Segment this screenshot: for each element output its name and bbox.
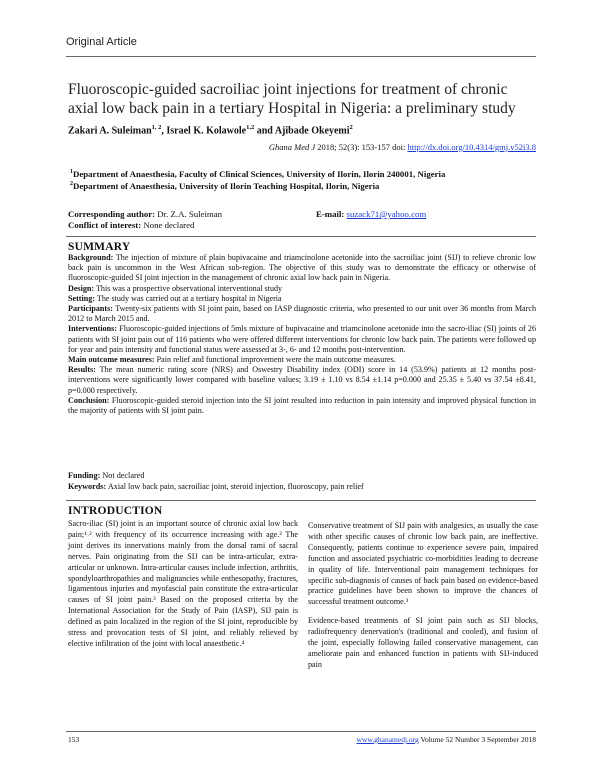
affiliation-sup: 2 [70, 181, 73, 188]
summary-background [68, 253, 536, 284]
summary-outcomes [68, 355, 536, 365]
header-rule [66, 56, 536, 57]
email-label: E-mail: [316, 209, 345, 219]
author-list: Zakari A. Suleiman$^{1, 2}$, Israel K. Kolawole$^{1,2}$ and Ajibade Okeyemi$^2$ [68, 124, 353, 137]
corresponding-label: Corresponding author: [68, 209, 156, 219]
introduction-heading: INTRODUCTION [68, 505, 163, 517]
intro-paragraph: Sacro-iliac (SI) joint is an important source of chronic axial low back pain;¹˒² with frequency of its occurrence increasing with age.² The joint derives its innervations mainly from the dorsal rami of sacral nerves. Pain originating from the SIJ can be intra-articular, extra-articular or unknown. Intra-articular causes include infection, arthritis, spondyloarthropathies and malignancies while enthesopathy, fractures, ligamentous injuries and myofascial pain constitute the extra-articular causes of SI joint pain.³ Based on the proposed criteria by the International Association for the Study of Pain (IASP), SIJ pain is defined as pain localized in the region of the SI joint, reproducible by stress and provocation tests of SI joint, and reliably relieved by elective infiltration of the joint with local anaesthetic.⁴ [68, 519, 298, 648]
summary-label: Conclusion: [68, 395, 110, 405]
section-label: Original Article [66, 36, 137, 48]
intro-left-column [68, 519, 298, 658]
summary-conclusion [68, 396, 536, 416]
author-name: Zakari A. Suleiman [68, 125, 152, 137]
author-affiliation-sup: 1, 2 [151, 124, 162, 131]
summary-rule [66, 236, 536, 237]
summary-section [68, 241, 536, 416]
affiliation-item [70, 167, 540, 179]
keywords-label: Keywords: [68, 482, 107, 491]
article-title: Fluoroscopic-guided sacroiliac joint injections for treatment of chronic axial low back pain in a tertiary Hospital in Nigeria: a preliminary study [68, 81, 516, 117]
affiliation-text: Department of Anaesthesia, University of Ilorin Teaching Hospital, Ilorin, Nigeria [73, 181, 380, 192]
summary-participants [68, 304, 536, 324]
email-info [316, 209, 426, 219]
funding-label: Funding: [68, 471, 101, 480]
journal-name: Ghana Med J [268, 142, 316, 152]
footer-info [356, 735, 536, 744]
summary-text: The study was carried out at a tertiary hospital in Nigeria [96, 293, 282, 303]
affiliation-sup: 1 [70, 169, 73, 175]
keywords-value: Axial low back pain, sacroiliac joint, steroid injection, fluoroscopy, pain relief [107, 482, 364, 491]
summary-label: Participants: [68, 304, 113, 314]
email-link[interactable]: suzack71@yahoo.com [346, 209, 427, 219]
author-and: and [256, 125, 273, 137]
summary-design [68, 284, 536, 294]
author-name: Israel K. Kolawole [166, 125, 247, 137]
citation-line [269, 142, 536, 152]
intro-paragraph: Evidence-based treatments of SI joint pain such as SIJ blocks, radiofrequency denervation's (traditional and cooled), and fusion of the joint, especially following failed conservative management, can ameliorate pain and enhanced function in patients with SIJ-induced pain [308, 616, 538, 669]
summary-label: Main outcome measures: [68, 355, 155, 365]
summary-text: This was a prospective observational interventional study [95, 283, 283, 293]
summary-label: Interventions: [68, 324, 118, 334]
summary-text: Fluoroscopic-guided steroid injection into the SI joint resulted into reduction in pain intensity and improved physical function in the majority of patients with SI joint pain. [68, 395, 536, 416]
intro-paragraph: Conservative treatment of SIJ pain with analgesics, as usually the case with other specific causes of chronic low back pain, are ineffective. Consequently, patients continue to experience severe pain, impaired function and associated psychiatric co-morbidities leading to decrease in quality of life. Interventional pain management techniques for specific sub-diagnosis of causes of back pain based on evidence-based practice guidelines have been shown to improve the chances of successful treatment outcome.³ [308, 521, 538, 607]
funding-keywords [68, 470, 536, 492]
conflict-label: Conflict of interest: [68, 220, 142, 230]
corresponding-info [68, 209, 222, 231]
summary-label: Design: [68, 283, 95, 293]
citation-details: 2018; 52(3): 153-157 doi: [317, 142, 406, 152]
author-affiliation-sup: 1,2 [246, 124, 255, 131]
footer-rule [66, 731, 536, 732]
summary-text: Twenty-six patients with SI joint pain, based on IASP diagnostic criteria, who presented to our unit over 36 months from March 2012 to March 2015 and. [68, 304, 536, 324]
summary-heading: SUMMARY [68, 241, 131, 253]
summary-label: Results: [68, 365, 96, 375]
affiliations [70, 167, 540, 192]
summary-label: Setting: [68, 293, 95, 303]
affiliation-item [70, 179, 540, 191]
funding-value: Not declared [102, 471, 145, 480]
doi-link[interactable]: http://dx.doi.org/10.4314/gmj.v52i3.8 [407, 142, 536, 152]
summary-text: The mean numeric rating score (NRS) and Oswestry Disability index (ODI) score in 14 (53.9%) patients at 12 months post-interventions were significantly lower compared with baseline values; 3.19 ± 1.10 vs 8.54 ±1.14 p=0.000 and 25.35 ± 5.40 vs 37.54 ±8.41, p=0.000 respectively. [68, 365, 536, 395]
affiliation-text: Department of Anaesthesia, Faculty of Clinical Sciences, University of Ilorin, Ilorin 240001, Nigeria [73, 168, 446, 179]
intro-rule [66, 500, 536, 501]
summary-interventions [68, 324, 536, 355]
intro-right-column [308, 521, 538, 679]
author-name: Ajibade Okeyemi [274, 125, 350, 137]
summary-text: Fluoroscopic-guided injections of 5mls mixture of bupivacaine and triamcinolone acetonide into the sacro-iliac (SI) joints of 26 patients with SI joint pain out of 116 patients who were offered different interventions for chronic low back pain. The patients were followed up for year and pain intensity and functional status were assessed at 3-, 6- and 12 months post-intervention. [68, 324, 536, 354]
summary-text: Pain relief and functional improvement were the main outcome measures. [156, 355, 396, 365]
corresponding-name: Dr. Z.A. Suleiman [157, 209, 223, 219]
summary-setting [68, 294, 536, 304]
page-number: 153 [68, 735, 80, 744]
summary-label: Background: [68, 253, 114, 262]
issue-info: Volume 52 Number 3 September 2018 [420, 735, 536, 744]
website-link[interactable]: www.ghanamedj.org [356, 735, 419, 744]
summary-text: The injection of mixture of plain bupivacaine and triamcinolone acetonide into the sacroiliac joint (SIJ) to relieve chronic low back pain is uncommon in the West African sub-region. The objective of this study was to demonstrate the efficacy or otherwise of fluoroscopic-guided SI joint injection in the management of chronic axial low back pain in Nigeria. [68, 253, 536, 283]
summary-results [68, 365, 536, 396]
author-affiliation-sup: 2 [349, 124, 353, 131]
conflict-value: None declared [143, 220, 195, 230]
